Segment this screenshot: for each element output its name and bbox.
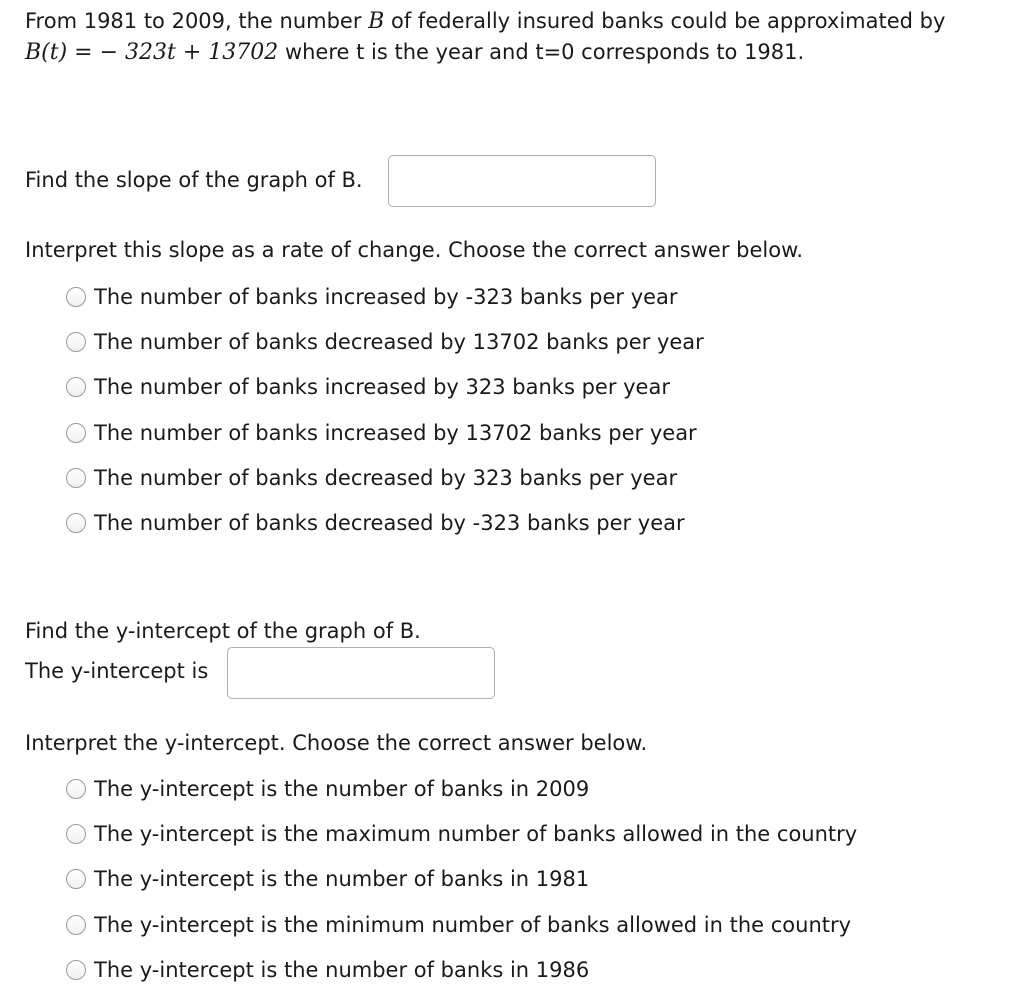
option-label: The y-intercept is the number of banks in 1986 <box>94 957 590 982</box>
problem-statement <box>25 6 1005 68</box>
slope-option-6[interactable] <box>66 500 704 545</box>
option-label: The number of banks decreased by -323 banks per year <box>94 511 685 536</box>
radio-button[interactable] <box>66 513 86 533</box>
option-label: The number of banks decreased by 13702 banks per year <box>94 329 704 354</box>
radio-button[interactable] <box>66 332 86 352</box>
formula <box>25 40 278 65</box>
slope-option-4[interactable] <box>66 410 704 455</box>
radio-button[interactable] <box>66 377 86 397</box>
intercept-option-2[interactable] <box>66 811 857 856</box>
intro-text-mid: of federally insured banks could be approximated by <box>384 9 946 33</box>
radio-button[interactable] <box>66 960 86 980</box>
radio-button[interactable] <box>66 423 86 443</box>
variable-b: B <box>368 9 385 34</box>
radio-button[interactable] <box>66 779 86 799</box>
option-label: The y-intercept is the maximum number of banks allowed in the country <box>94 821 858 846</box>
intercept-option-5[interactable] <box>66 947 857 992</box>
radio-button[interactable] <box>66 915 86 935</box>
slope-interpret-prompt: Interpret this slope as a rate of change. Choose the correct answer below. <box>25 238 804 262</box>
intercept-input-label: The y-intercept is <box>25 659 209 683</box>
option-label: The number of banks decreased by 323 banks per year <box>94 465 678 490</box>
option-label: The number of banks increased by 323 banks per year <box>94 375 670 400</box>
slope-question-label: Find the slope of the graph of B. <box>25 168 363 192</box>
slope-option-3[interactable] <box>66 365 704 410</box>
option-label: The y-intercept is the number of banks in 2009 <box>94 776 590 801</box>
radio-button[interactable] <box>66 869 86 889</box>
option-label: The y-intercept is the minimum number of banks allowed in the country <box>94 912 852 937</box>
radio-button[interactable] <box>66 824 86 844</box>
intro-text-after: where t is the year and t=0 corresponds to 1981. <box>278 40 805 64</box>
slope-answer-input[interactable] <box>388 155 656 207</box>
intercept-option-3[interactable] <box>66 857 857 902</box>
intercept-option-4[interactable] <box>66 902 857 947</box>
intercept-answer-input[interactable] <box>227 647 495 699</box>
intercept-interpret-prompt: Interpret the y-intercept. Choose the correct answer below. <box>25 731 648 755</box>
slope-option-5[interactable] <box>66 455 704 500</box>
intercept-question-label: Find the y-intercept of the graph of B. <box>25 619 421 643</box>
slope-option-1[interactable] <box>66 274 704 319</box>
option-label: The number of banks increased by -323 banks per year <box>94 284 678 309</box>
option-label: The number of banks increased by 13702 banks per year <box>94 420 697 445</box>
intro-text-before: From 1981 to 2009, the number <box>25 9 369 33</box>
radio-button[interactable] <box>66 287 86 307</box>
radio-button[interactable] <box>66 468 86 488</box>
slope-options-list <box>66 274 704 546</box>
slope-option-2[interactable] <box>66 319 704 364</box>
intercept-options-list <box>66 766 857 992</box>
option-label: The y-intercept is the number of banks in 1981 <box>94 867 590 892</box>
intercept-option-1[interactable] <box>66 766 857 811</box>
formula-text: B(t) = − 323t + 13702 <box>25 40 279 65</box>
